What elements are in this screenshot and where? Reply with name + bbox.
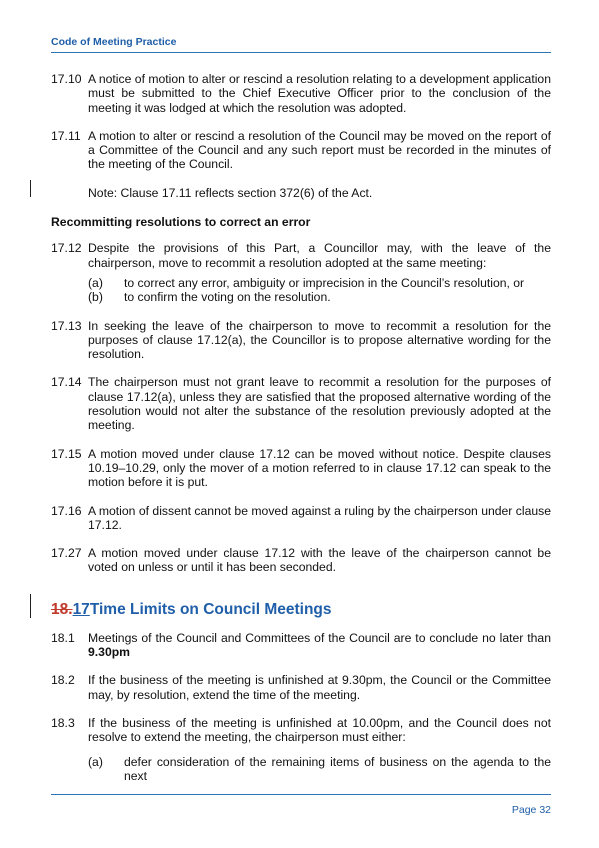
list-item bbox=[88, 755, 551, 784]
page-content bbox=[51, 72, 551, 797]
clause-text-bold: 9.30pm bbox=[88, 645, 131, 660]
list-item-label: (a) bbox=[88, 754, 103, 769]
clause-number: 17.16 bbox=[51, 503, 82, 518]
document-title: Code of Meeting Practice bbox=[51, 36, 177, 48]
clause-number: 18.1 bbox=[51, 630, 75, 645]
clause bbox=[51, 673, 551, 702]
clause-text: A motion moved under clause 17.12 with the leave of the chairperson cannot be voted on unless or until it has been seconded. bbox=[88, 546, 551, 575]
clause bbox=[51, 716, 551, 783]
list-item-text: to correct any error, ambiguity or imprecision in the Council’s resolution, or bbox=[124, 275, 525, 290]
clause-text: A notice of motion to alter or rescind a resolution relating to a development application must be submitted to the Chief Executive Officer prior to the conclusion of the meeting it was lodged at which the resolution was adopted. bbox=[88, 72, 551, 115]
clause-number: 17.13 bbox=[51, 318, 82, 333]
clause-body bbox=[88, 241, 551, 304]
clause bbox=[51, 319, 551, 362]
clause-number: 17.15 bbox=[51, 446, 82, 461]
deleted-section-number: 18. bbox=[51, 600, 73, 618]
clause-text: Despite the provisions of this Part, a Councillor may, with the leave of the chairperson, move to recommit a resolution adopted at the same meeting: bbox=[88, 241, 551, 270]
page-number: Page 32 bbox=[511, 804, 551, 816]
clause-number: 17.11 bbox=[51, 128, 81, 143]
section-title: Time Limits on Council Meetings bbox=[89, 600, 332, 618]
clause-note: Note: Clause 17.11 reflects section 372(6) of the Act. bbox=[88, 185, 373, 200]
clause-text: If the business of the meeting is unfinished at 10.00pm, and the Council does not resolve to extend the meeting, the chairperson must either: bbox=[88, 715, 551, 745]
list-item-text: defer consideration of the remaining items of business on the agenda to the next bbox=[124, 754, 551, 783]
clause-number: 17.12 bbox=[51, 241, 82, 256]
list-item-text: to confirm the voting on the resolution. bbox=[124, 290, 331, 305]
sub-list bbox=[88, 276, 551, 305]
clause-number: 18.2 bbox=[51, 673, 75, 688]
page-footer bbox=[51, 794, 551, 816]
clause-number: 18.3 bbox=[51, 715, 75, 730]
clause bbox=[51, 72, 551, 115]
clause-body bbox=[88, 716, 551, 783]
clause-text: In seeking the leave of the chairperson to move to recommit a resolution for the purposes of clause 17.12(a), the Councillor is to propose alternative wording for the resolution. bbox=[88, 318, 551, 362]
clause bbox=[51, 375, 551, 432]
list-item bbox=[88, 276, 551, 290]
clause-number: 17.14 bbox=[51, 375, 82, 390]
clause bbox=[51, 447, 551, 490]
clause-number: 17.10 bbox=[51, 72, 82, 86]
inserted-section-number: 17 bbox=[72, 600, 90, 618]
header-divider bbox=[51, 52, 551, 53]
clause-number: 17.27 bbox=[51, 546, 82, 561]
list-item bbox=[88, 290, 551, 304]
clause-text: If the business of the meeting is unfinished at 9.30pm, the Council or the Committee may, by resolution, extend the time of the meeting. bbox=[88, 673, 551, 702]
clause bbox=[51, 546, 551, 575]
clause-text: A motion moved under clause 17.12 can be moved without notice. Despite clauses 10.19–10.29, only the mover of a motion referred to in clause 17.12 can speak to the motion before it is put. bbox=[88, 446, 551, 490]
list-item-label: (b) bbox=[88, 290, 103, 305]
clause-text bbox=[88, 631, 551, 660]
change-bar bbox=[30, 594, 31, 618]
clause-text: A motion to alter or rescind a resolution of the Council may be moved on the report of a Committee of the Council and any such report must be recorded in the minutes of the meeting of the Council. bbox=[88, 128, 551, 172]
clause bbox=[51, 504, 551, 533]
footer-divider bbox=[51, 794, 551, 795]
clause-text: The chairperson must not grant leave to recommit a resolution for the purposes of clause 17.12(a), unless they are satisfied that the proposed alternative wording of the resolution would not alter the substance of the resolution previously adopted at the meeting. bbox=[88, 375, 551, 433]
subheading: Recommitting resolutions to correct an error bbox=[51, 215, 311, 230]
clause-text-main: Meetings of the Council and Committees of the Council are to conclude no later than bbox=[88, 630, 551, 645]
section-heading bbox=[51, 601, 551, 619]
clause-text: A motion of dissent cannot be moved against a ruling by the chairperson under clause 17.12. bbox=[88, 503, 551, 532]
clause bbox=[51, 631, 551, 660]
page-header bbox=[51, 36, 551, 53]
change-bar bbox=[30, 180, 31, 197]
sub-list bbox=[88, 755, 551, 784]
clause bbox=[51, 241, 551, 304]
list-item-label: (a) bbox=[88, 275, 103, 290]
clause bbox=[51, 129, 551, 172]
